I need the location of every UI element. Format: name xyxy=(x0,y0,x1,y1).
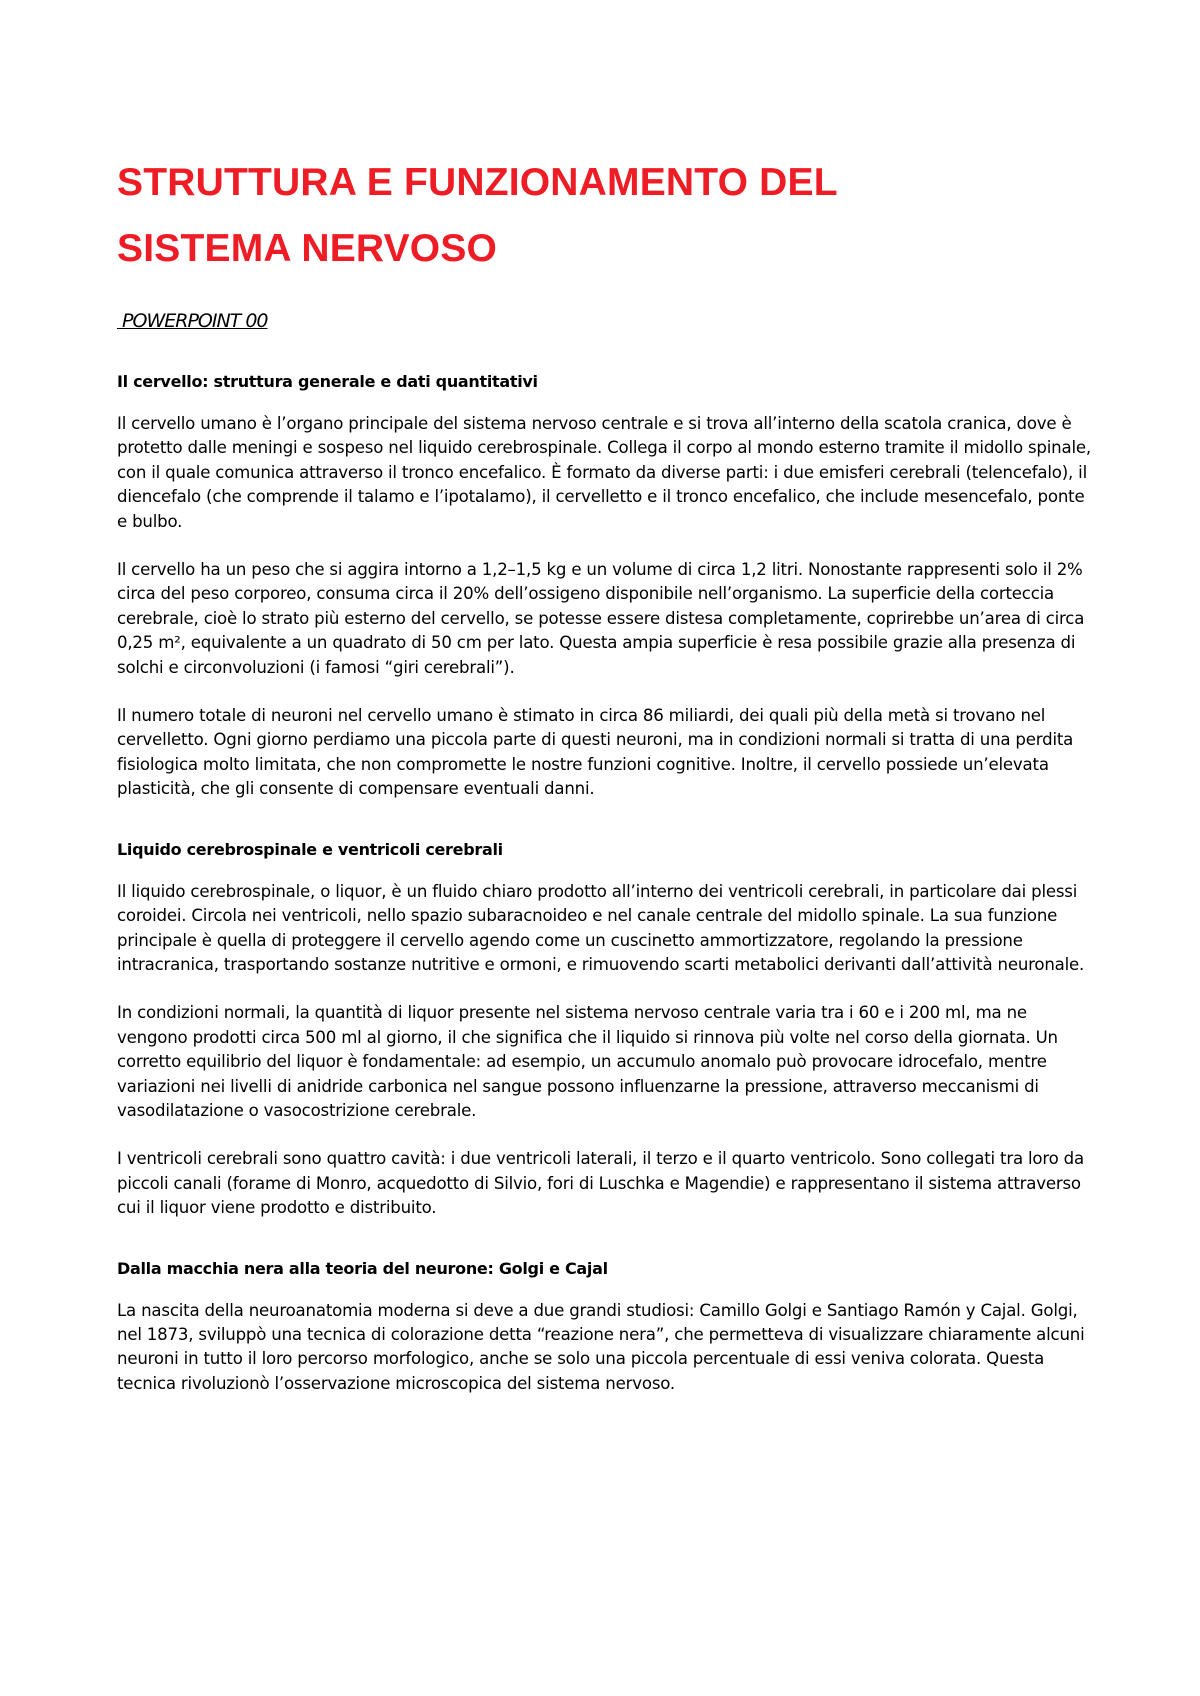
paragraph: In condizioni normali, la quantità di liquor presente nel sistema nervoso centrale varia tra i 60 e i 200 ml, ma ne vengono prodotti circa 500 ml al giorno, il che significa che il liquido si rinnova più volte nel corso della giornata. Un corretto equilibrio del liquor è fondamentale: ad esempio, un accumulo anomalo può provocare idrocefalo, mentre variazioni nei livelli di anidride carbonica nel sangue possono influenzarne la pressione, attraverso meccanismi di vasodilatazione o vasocostrizione cerebrale. xyxy=(117,1003,1058,1120)
paragraph: Il liquido cerebrospinale, o liquor, è un fluido chiaro prodotto all’interno dei ventricoli cerebrali, in particolare dai plessi coroidei. Circola nei ventricoli, nello spazio subaracnoideo e nel canale centrale del midollo spinale. La sua funzione principale è quella di proteggere il cervello agendo come un cuscinetto ammortizzatore, regolando la pressione intracranica, trasportando sostanze nutritive e ormoni, e rimuovendo scarti metabolici derivanti dall’attività neuronale. xyxy=(117,881,1085,974)
paragraph: La nascita della neuroanatomia moderna si deve a due grandi studiosi: Camillo Golgi e Santiago Ramón y Cajal. Golgi, nel 1873, sviluppò una tecnica di colorazione detta “reazione nera”, che permetteva di visualizzare chiaramente alcuni neuroni in tutto il loro percorso morfologico, anche se solo una piccola percentuale di essi veniva colorata. Questa tecnica rivoluzionò l’osservazione microscopica del sistema nervoso. xyxy=(117,1300,1085,1393)
paragraph: Il cervello umano è l’organo principale del sistema nervoso centrale e si trova all’interno della scatola cranica, dove è protetto dalle meningi e sospeso nel liquido cerebrospinale. Collega il corpo al mondo esterno tramite il midollo spinale, con il quale comunica attraverso il tronco encefalico. È formato da diverse parti: i due emisferi cerebrali (telencefalo), il diencefalo (che comprende il talamo e l’ipotalamo), il cervelletto e il tronco encefalico, che include mesencefalo, ponte e bulbo. xyxy=(117,414,1091,531)
paragraph: I ventricoli cerebrali sono quattro cavità: i due ventricoli laterali, il terzo e il quarto ventricolo. Sono collegati tra loro da piccoli canali (forame di Monro, acquedotto di Silvio, fori di Luschka e Magendie) e rappresentano il sistema attraverso cui il liquor viene prodotto e distribuito. xyxy=(117,1149,1084,1218)
document-page xyxy=(117,150,1092,1396)
document-subtitle xyxy=(117,308,1092,334)
title-line-1: STRUTTURA E FUNZIONAMENTO DEL xyxy=(117,161,838,204)
subtitle-text: POWERPOINT 00 xyxy=(122,310,268,332)
paragraph: Il cervello ha un peso che si aggira intorno a 1,2–1,5 kg e un volume di circa 1,2 litri. Nonostante rappresenti solo il 2% circa del peso corporeo, consuma circa il 20% dell’ossigeno disponibile nell’organismo. La superficie della corteccia cerebrale, cioè lo strato più esterno del cervello, se potesse essere distesa completamente, coprirebbe un’area di circa 0,25 m², equivalente a un quadrato di 50 cm per lato. Questa ampia superficie è resa possibile grazie alla presenza di solchi e circonvoluzioni (i famosi “giri cerebrali”). xyxy=(117,560,1085,677)
section-golgi-cajal xyxy=(117,1257,1092,1397)
title-line-2: SISTEMA NERVOSO xyxy=(117,227,498,270)
section-heading: Il cervello: struttura generale e dati quantitativi xyxy=(117,372,538,391)
section-heading: Liquido cerebrospinale e ventricoli cerebrali xyxy=(117,839,503,859)
document-title xyxy=(117,150,1092,282)
section-brain-structure xyxy=(117,370,1092,802)
paragraph: Il numero totale di neuroni nel cervello umano è stimato in circa 86 miliardi, dei quali più della metà si trovano nel cervelletto. Ogni giorno perdiamo una piccola parte di questi neuroni, ma in condizioni normali si tratta di una perdita fisiologica molto limitata, che non compromette le nostre funzioni cognitive. Inoltre, il cervello possiede un’elevata plasticità, che gli consente di compensare eventuali danni. xyxy=(117,706,1074,799)
section-heading: Dalla macchia nera alla teoria del neurone: Golgi e Cajal xyxy=(117,1258,608,1278)
section-cerebrospinal-fluid xyxy=(117,838,1092,1221)
